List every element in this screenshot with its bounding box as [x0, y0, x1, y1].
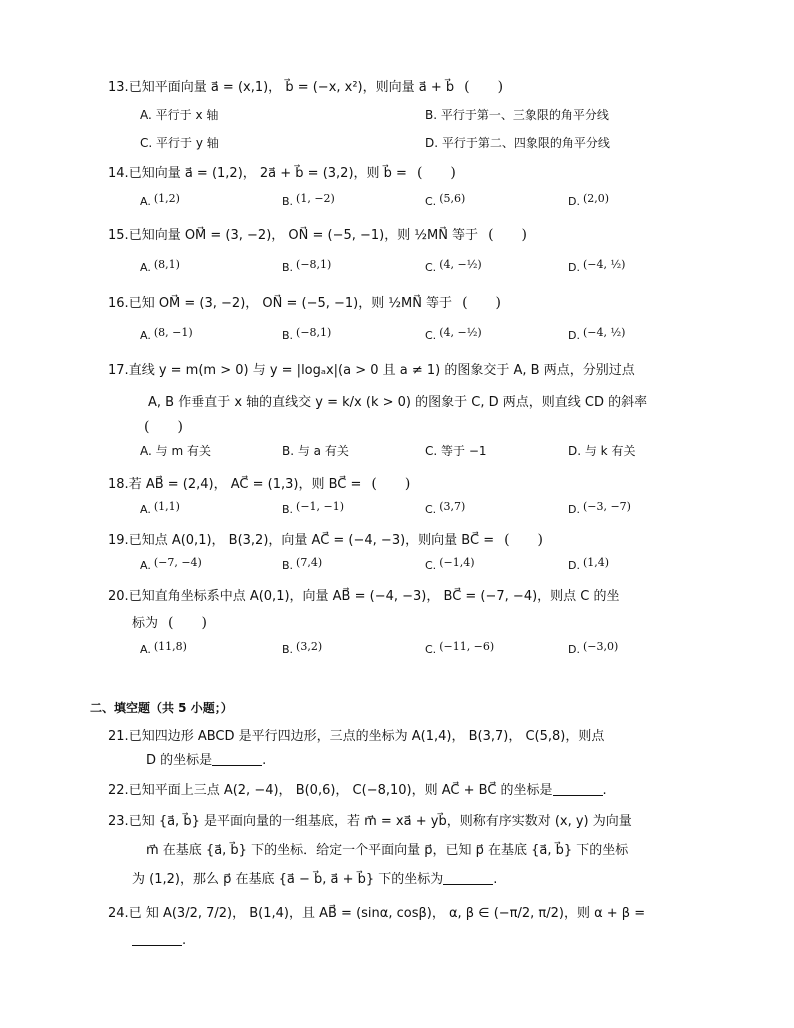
question-number: 22.: [108, 783, 129, 798]
question-17: [108, 360, 708, 382]
answer-blank[interactable]: [553, 781, 603, 796]
option-b[interactable]: [282, 326, 331, 342]
option-label: A.: [140, 503, 151, 516]
question-14: [108, 162, 708, 185]
end-mark: .: [262, 753, 267, 768]
option-c[interactable]: [425, 640, 494, 656]
option-a[interactable]: A. 平行于 x 轴: [140, 108, 219, 122]
option-value: (−1,4): [439, 556, 475, 569]
option-label: B.: [282, 643, 294, 656]
option-value: (2,0): [582, 192, 610, 205]
question-number: 23.: [108, 814, 129, 829]
answer-blank[interactable]: [443, 870, 493, 885]
answer-paren: [144, 416, 183, 439]
question-stem-cont: D 的坐标是: [146, 753, 213, 768]
option-label: B.: [282, 195, 294, 208]
question-16: [108, 292, 708, 315]
end-mark: .: [493, 872, 498, 887]
option-b[interactable]: [282, 640, 322, 656]
option-a[interactable]: [140, 192, 180, 208]
option-label: A.: [140, 261, 151, 274]
question-24-line2: [132, 930, 186, 952]
option-c[interactable]: [425, 258, 482, 274]
option-label: D.: [568, 195, 580, 208]
question-stem: 已知直角坐标系中点 A(0,1)，向量 AB⃗ = (−4, −3)， BC⃗ = (−7, −4)，则点 C 的坐: [128, 589, 620, 604]
question-number: 13.: [108, 80, 129, 95]
option-c[interactable]: C. 平行于 y 轴: [140, 136, 219, 150]
question-stem-cont: 为 (1,2)，那么 p⃗ 在基底 {a⃗ − b⃗, a⃗ + b⃗} 下的坐标为: [132, 872, 444, 887]
question-stem: 已 知 A(3/2, 7/2)， B(1,4)，且 AB⃗ = (sinα, cosβ)， α, β ∈ (−π/2, π/2)，则 α + β =: [128, 906, 646, 921]
option-value: (5,6): [439, 192, 466, 205]
options-14: [140, 192, 700, 212]
options-15: [140, 258, 700, 278]
question-24: [108, 903, 708, 925]
question-stem: 已知向量 a⃗ = (1,2)， 2a⃗ + b⃗ = (3,2)，则 b⃗ =: [128, 166, 407, 181]
option-value: (1,4): [582, 556, 610, 569]
question-number: 15.: [108, 228, 129, 243]
answer-paren: ( ): [488, 227, 527, 243]
options-13: [140, 106, 700, 150]
option-label: D.: [568, 643, 580, 656]
option-label: D.: [568, 503, 580, 516]
options-18: [140, 500, 700, 520]
option-c[interactable]: C. 等于 −1: [425, 444, 487, 458]
question-22: [108, 780, 708, 802]
option-label: C.: [425, 643, 437, 656]
option-label: D.: [568, 261, 580, 274]
option-label: B.: [282, 261, 294, 274]
option-value: (−4, ½): [582, 326, 626, 339]
option-value: (−1, −1): [296, 500, 345, 513]
option-value: (1,1): [153, 500, 180, 513]
option-label: D.: [568, 559, 580, 572]
question-23-line3: [132, 869, 497, 891]
option-label: C.: [425, 195, 437, 208]
option-label: C.: [425, 559, 437, 572]
option-label: A.: [140, 559, 151, 572]
option-label: D.: [568, 329, 580, 342]
question-15: [108, 224, 708, 247]
options-16: [140, 326, 700, 346]
question-number: 16.: [108, 296, 129, 311]
option-b[interactable]: [282, 192, 335, 208]
answer-blank[interactable]: [212, 751, 262, 766]
option-value: (−3, −7): [582, 500, 631, 513]
answer-paren: ( ): [462, 295, 501, 311]
option-value: (11,8): [153, 640, 187, 653]
question-stem: 已知平面向量 a⃗ = (x,1)， b⃗ = (−x, x²)，则向量 a⃗ + b⃗: [128, 80, 455, 95]
answer-paren: ( ): [168, 615, 207, 631]
option-label: C.: [425, 261, 437, 274]
option-c[interactable]: [425, 500, 465, 516]
answer-paren: ( ): [504, 532, 544, 548]
option-a[interactable]: [140, 640, 187, 656]
option-value: (−7, −4): [153, 556, 202, 569]
answer-paren: ( ): [464, 79, 504, 95]
question-number: 17.: [108, 363, 129, 378]
option-label: B.: [282, 503, 294, 516]
option-a[interactable]: [140, 326, 193, 342]
option-d[interactable]: [568, 500, 631, 516]
option-d[interactable]: [568, 640, 618, 656]
end-mark: .: [182, 933, 187, 948]
option-a[interactable]: [140, 500, 180, 516]
question-number: 24.: [108, 906, 129, 921]
question-20: [108, 586, 708, 608]
option-d[interactable]: [568, 192, 609, 208]
question-number: 19.: [108, 533, 129, 548]
option-label: A.: [140, 329, 151, 342]
option-value: (−11, −6): [439, 640, 495, 653]
question-stem: 若 AB⃗ = (2,4)， AC⃗ = (1,3)，则 BC⃗ =: [128, 477, 362, 492]
option-b[interactable]: [282, 500, 344, 516]
question-17-line2: A, B 作垂直于 x 轴的直线交 y = k/x (k > 0) 的图象于 C, D 两点，则直线 CD 的斜率: [148, 395, 648, 410]
section-title: 二、填空题（共 5 小题；）: [90, 701, 233, 715]
option-value: (7,4): [296, 556, 323, 569]
options-19: [140, 556, 700, 576]
option-b[interactable]: B. 与 a 有关: [282, 444, 349, 458]
option-a[interactable]: [140, 556, 202, 572]
option-a[interactable]: [140, 258, 180, 274]
option-label: A.: [140, 643, 151, 656]
option-d[interactable]: [568, 326, 625, 342]
option-label: B.: [282, 559, 294, 572]
question-23-line2: m⃗ 在基底 {a⃗, b⃗} 下的坐标．给定一个平面向量 p⃗，已知 p⃗ 在基底 {a⃗, b⃗} 下的坐标: [146, 843, 629, 858]
option-d[interactable]: D. 平行于第二、四象限的角平分线: [425, 136, 610, 150]
question-number: 18.: [108, 477, 129, 492]
option-value: (−8,1): [296, 326, 332, 339]
question-13: [108, 76, 708, 99]
option-a[interactable]: A. 与 m 有关: [140, 444, 211, 458]
option-value: (1, −2): [296, 192, 335, 205]
question-19: [108, 529, 708, 552]
question-stem: 已知 OM⃗ = (3, −2)， ON⃗ = (−5, −1)，则 ½MN⃗ 等于: [128, 296, 453, 311]
option-c[interactable]: [425, 326, 482, 342]
answer-paren: ( ): [416, 165, 456, 181]
question-stem: 直线 y = m(m > 0) 与 y = |logₐx|(a > 0 且 a ≠ 1) 的图象交于 A, B 两点，分别过点: [128, 363, 635, 378]
option-value: (3,7): [439, 500, 466, 513]
answer-paren: ( ): [371, 476, 411, 492]
option-label: A.: [140, 195, 151, 208]
option-value: (−4, ½): [582, 258, 626, 271]
question-stem-cont: 标为: [132, 616, 159, 631]
question-20-line2: [132, 612, 207, 635]
answer-paren-text: ( ): [144, 419, 183, 435]
question-stem: 已知 {a⃗, b⃗} 是平面向量的一组基底，若 m⃗ = xa⃗ + yb⃗，则称有序实数对 (x, y) 为向量: [128, 814, 632, 829]
answer-blank[interactable]: [132, 931, 182, 946]
option-label: C.: [425, 329, 437, 342]
option-label: B.: [282, 329, 294, 342]
option-b[interactable]: [282, 258, 331, 274]
option-d[interactable]: D. 与 k 有关: [568, 444, 636, 458]
question-stem: 已知平面上三点 A(2, −4)， B(0,6)， C(−8,10)，则 AC⃗ + BC⃗ 的坐标是: [128, 783, 553, 798]
option-d[interactable]: [568, 258, 625, 274]
question-number: 20.: [108, 589, 129, 604]
option-value: (−8,1): [296, 258, 332, 271]
option-c[interactable]: [425, 556, 474, 572]
option-value: (4, −½): [439, 258, 482, 271]
question-stem: 已知四边形 ABCD 是平行四边形，三点的坐标为 A(1,4)， B(3,7)， C(5,8)，则点: [128, 729, 605, 744]
option-c[interactable]: [425, 192, 465, 208]
question-18: [108, 473, 708, 496]
question-stem: 已知向量 OM⃗ = (3, −2)， ON⃗ = (−5, −1)，则 ½MN⃗ 等于: [128, 228, 479, 243]
option-value: (1,2): [153, 192, 180, 205]
question-21: [108, 726, 708, 748]
question-number: 21.: [108, 729, 129, 744]
option-value: (−3,0): [582, 640, 619, 653]
option-b[interactable]: [282, 556, 322, 572]
options-17: [140, 442, 700, 462]
option-value: (3,2): [296, 640, 323, 653]
option-value: (8, −1): [153, 326, 193, 339]
question-stem: 已知点 A(0,1)， B(3,2)，向量 AC⃗ = (−4, −3)，则向量 BC⃗ =: [128, 533, 495, 548]
end-mark: .: [602, 783, 607, 798]
question-21-line2: [146, 750, 266, 772]
option-b[interactable]: B. 平行于第一、三象限的角平分线: [425, 108, 609, 122]
question-number: 14.: [108, 166, 129, 181]
option-value: (4, −½): [439, 326, 482, 339]
option-d[interactable]: [568, 556, 609, 572]
option-label: C.: [425, 503, 437, 516]
question-23: [108, 811, 708, 833]
options-20: [140, 640, 700, 660]
option-value: (8,1): [153, 258, 180, 271]
